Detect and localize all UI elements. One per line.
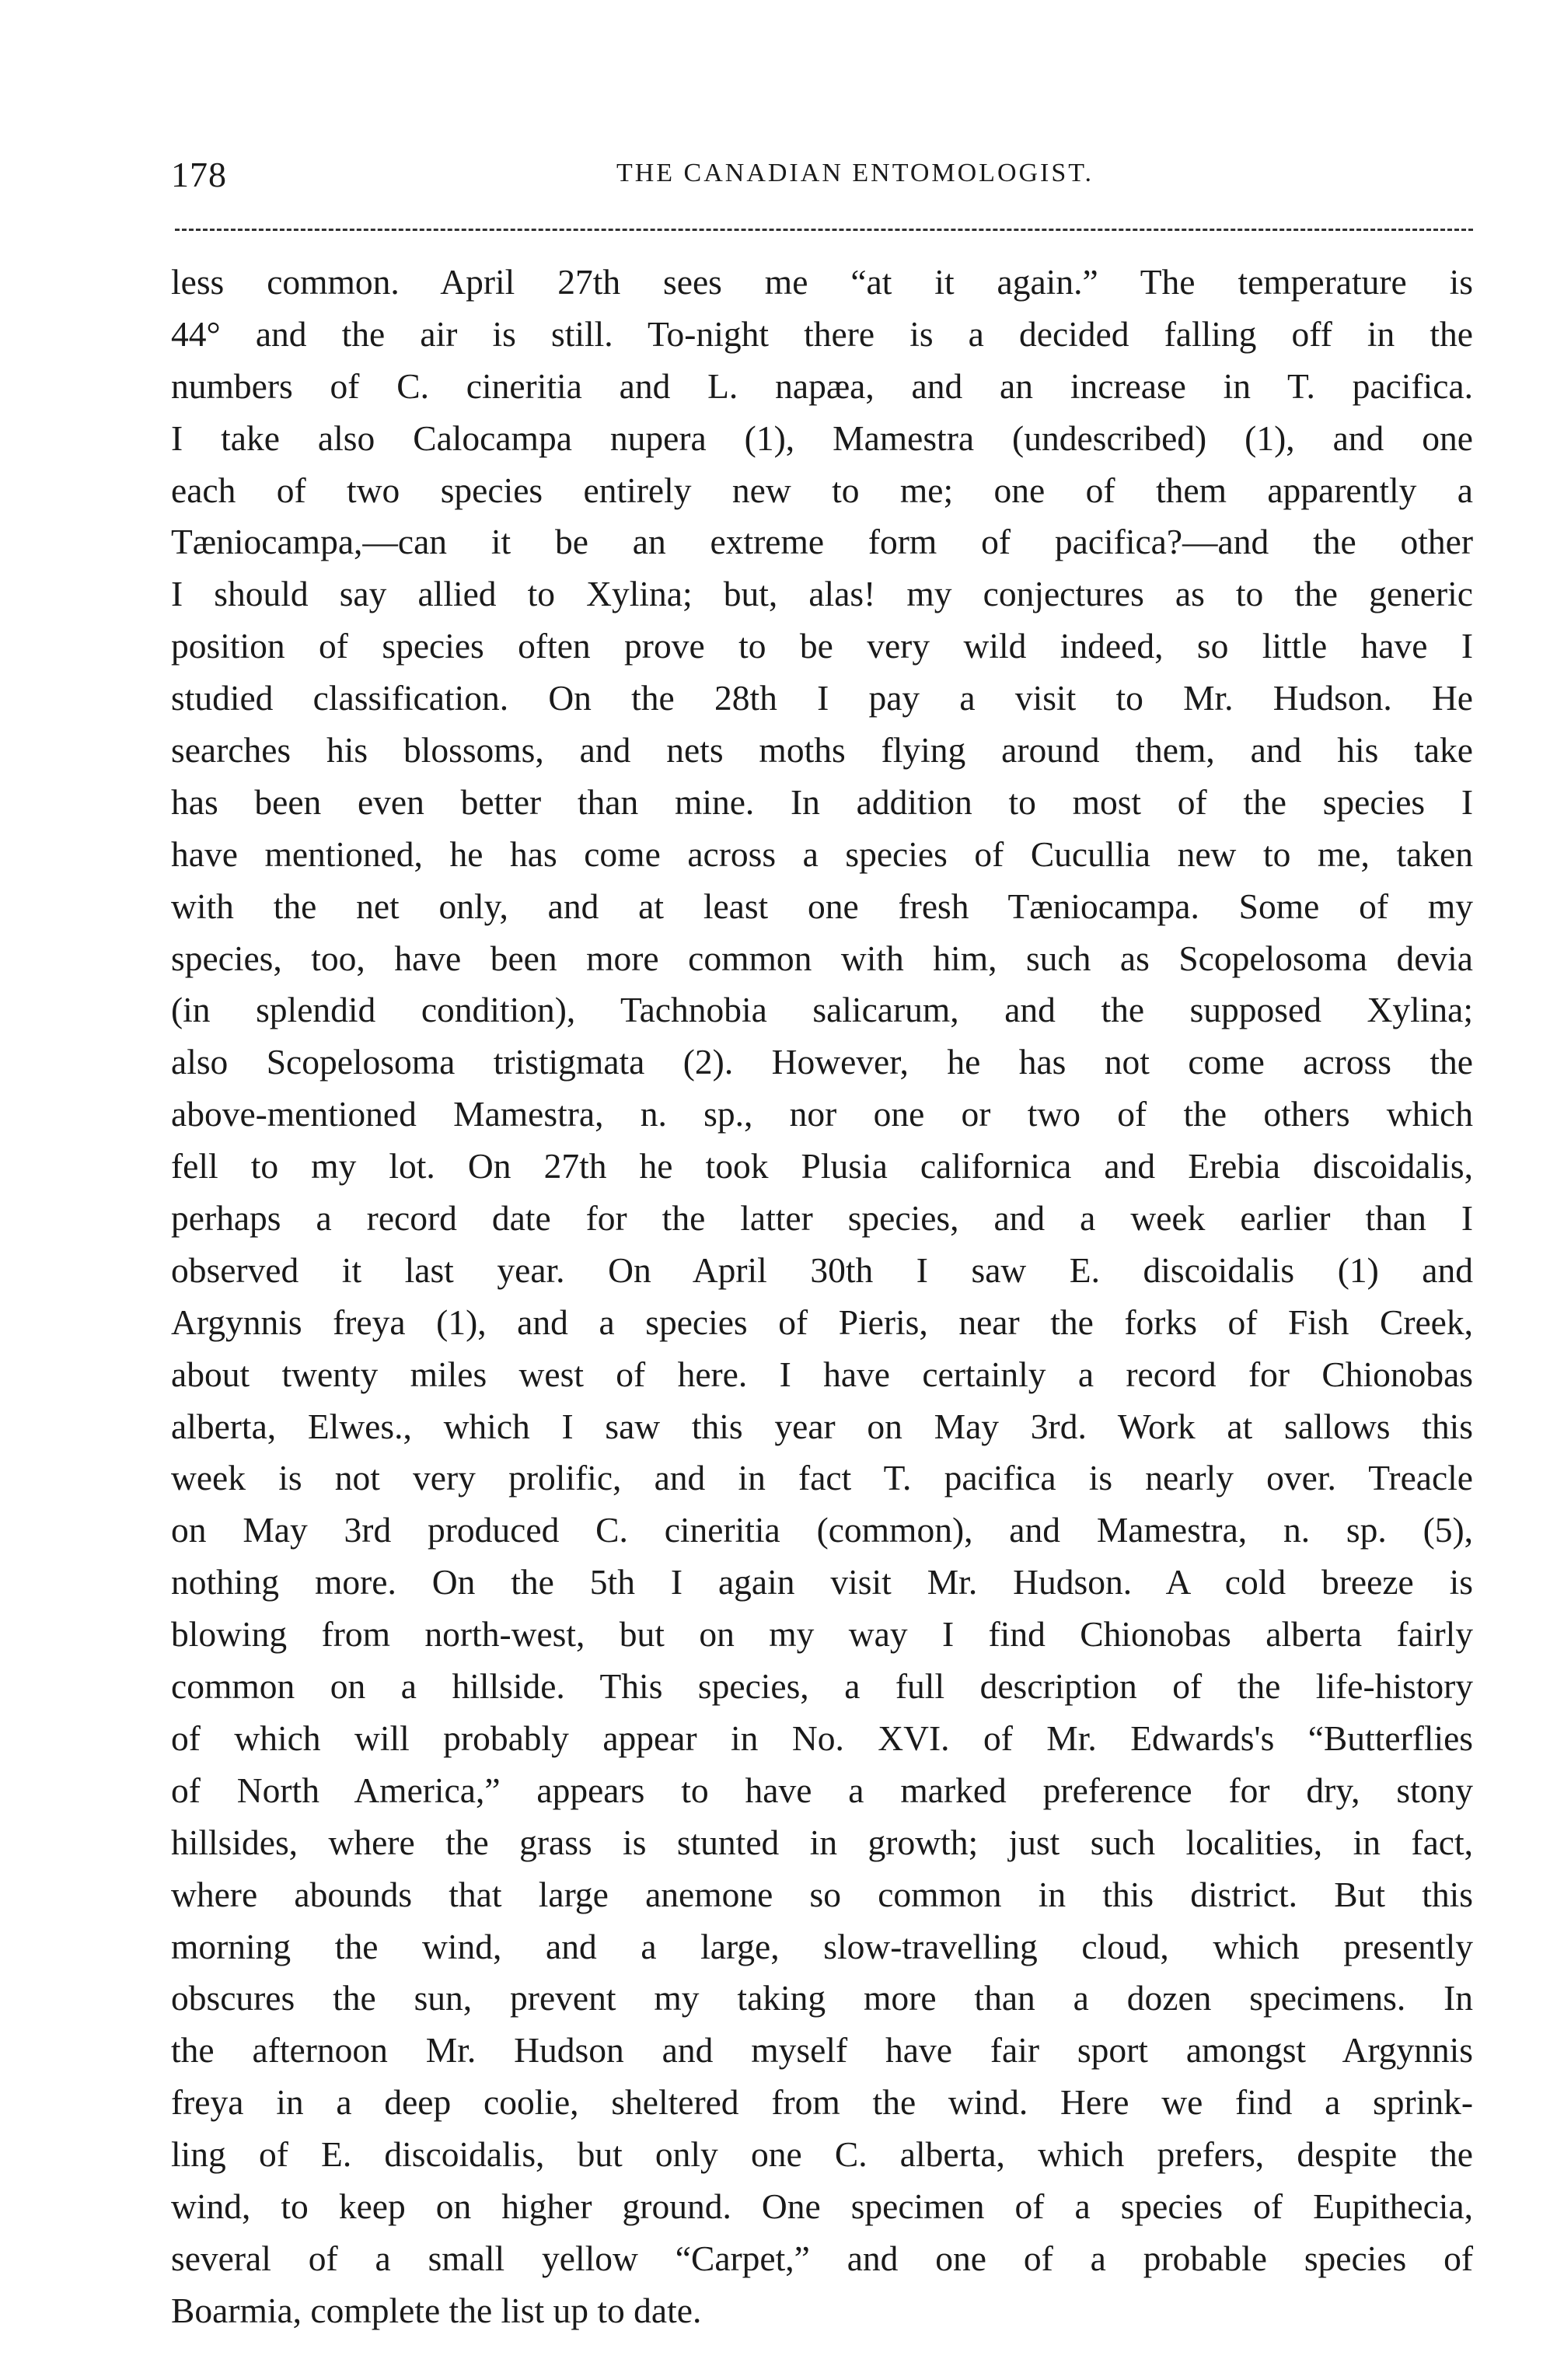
text-line: fell to my lot. On 27th he took Plusia californica and Erebia discoidalis, [171, 1146, 1473, 1187]
text-line: have mentioned, he has come across a species of Cucullia new to me, taken [171, 834, 1473, 874]
header-rule [175, 229, 1473, 231]
text-line: of which will probably appear in No. XVI. of Mr. Edwards's “Butterflies [171, 1718, 1473, 1758]
text-line: has been even better than mine. In addition to most of the species I [171, 781, 1473, 822]
text-line: ling of E. discoidalis, but only one C. alberta, which prefers, despite the [171, 2134, 1473, 2175]
page-number: 178 [171, 155, 227, 194]
text-line: 44° and the air is still. To-night there is a decided falling off in the [171, 313, 1473, 354]
body-text [171, 257, 1473, 2337]
text-line: nothing more. On the 5th I again visit Mr. Hudson. A cold breeze is [171, 1562, 1473, 1602]
text-line: studied classification. On the 28th I pay a visit to Mr. Hudson. He [171, 678, 1473, 718]
text-line: numbers of C. cineritia and L. napæa, and an increase in T. pacifica. [171, 365, 1473, 406]
text-line: the afternoon Mr. Hudson and myself have fair sport amongst Argynnis [171, 2030, 1473, 2071]
text-line: Boarmia, complete the list up to date. [171, 2290, 702, 2330]
text-line: Argynnis freya (1), and a species of Pieris, near the forks of Fish Creek, [171, 1302, 1473, 1342]
text-line: perhaps a record date for the latter species, and a week earlier than I [171, 1198, 1473, 1239]
text-line: week is not very prolific, and in fact T. pacifica is nearly over. Treacle [171, 1458, 1473, 1498]
text-line: less common. April 27th sees me “at it again.” The temperature is [171, 262, 1473, 302]
text-line: position of species often prove to be very wild indeed, so little have I [171, 626, 1473, 666]
text-line: obscures the sun, prevent my taking more than a dozen specimens. In [171, 1978, 1473, 2018]
text-line: on May 3rd produced C. cineritia (common), and Mamestra, n. sp. (5), [171, 1510, 1473, 1550]
text-line: blowing from north-west, but on my way I find Chionobas alberta fairly [171, 1614, 1473, 1655]
text-line: observed it last year. On April 30th I saw E. discoidalis (1) and [171, 1249, 1473, 1290]
text-line: (in splendid condition), Tachnobia salicarum, and the supposed Xylina; [171, 990, 1473, 1030]
text-line: I should say allied to Xylina; but, alas! my conjectures as to the generic [171, 574, 1473, 614]
text-line: hillsides, where the grass is stunted in growth; just such localities, in fact, [171, 1822, 1473, 1862]
text-line: above-mentioned Mamestra, n. sp., nor one or two of the others which [171, 1094, 1473, 1134]
text-line: I take also Calocampa nupera (1), Mamestra (undescribed) (1), and one [171, 418, 1473, 458]
text-line: freya in a deep coolie, sheltered from the wind. Here we find a sprink- [171, 2082, 1473, 2123]
text-line: with the net only, and at least one fresh Tæniocampa. Some of my [171, 886, 1473, 926]
text-line: each of two species entirely new to me; one of them apparently a [171, 470, 1473, 510]
text-line: wind, to keep on higher ground. One specimen of a species of Eupithecia, [171, 2186, 1473, 2226]
text-line: also Scopelosoma tristigmata (2). However, he has not come across the [171, 1042, 1473, 1082]
text-line: Tæniocampa,—can it be an extreme form of pacifica?—and the other [171, 522, 1473, 562]
text-line: where abounds that large anemone so common in this district. But this [171, 1874, 1473, 1914]
text-line: about twenty miles west of here. I have certainly a record for Chionobas [171, 1354, 1473, 1394]
text-line: searches his blossoms, and nets moths flying around them, and his take [171, 730, 1473, 771]
journal-title: THE CANADIAN ENTOMOLOGIST. [616, 159, 1094, 187]
text-line: species, too, have been more common with him, such as Scopelosoma devia [171, 938, 1473, 978]
text-line: morning the wind, and a large, slow-travelling cloud, which presently [171, 1926, 1473, 1966]
text-line: common on a hillside. This species, a full description of the life-history [171, 1666, 1473, 1707]
text-line: of North America,” appears to have a marked preference for dry, stony [171, 1770, 1473, 1810]
running-head [171, 154, 1477, 201]
text-line: alberta, Elwes., which I saw this year on May 3rd. Work at sallows this [171, 1406, 1473, 1446]
text-line: several of a small yellow “Carpet,” and one of a probable species of [171, 2238, 1473, 2278]
